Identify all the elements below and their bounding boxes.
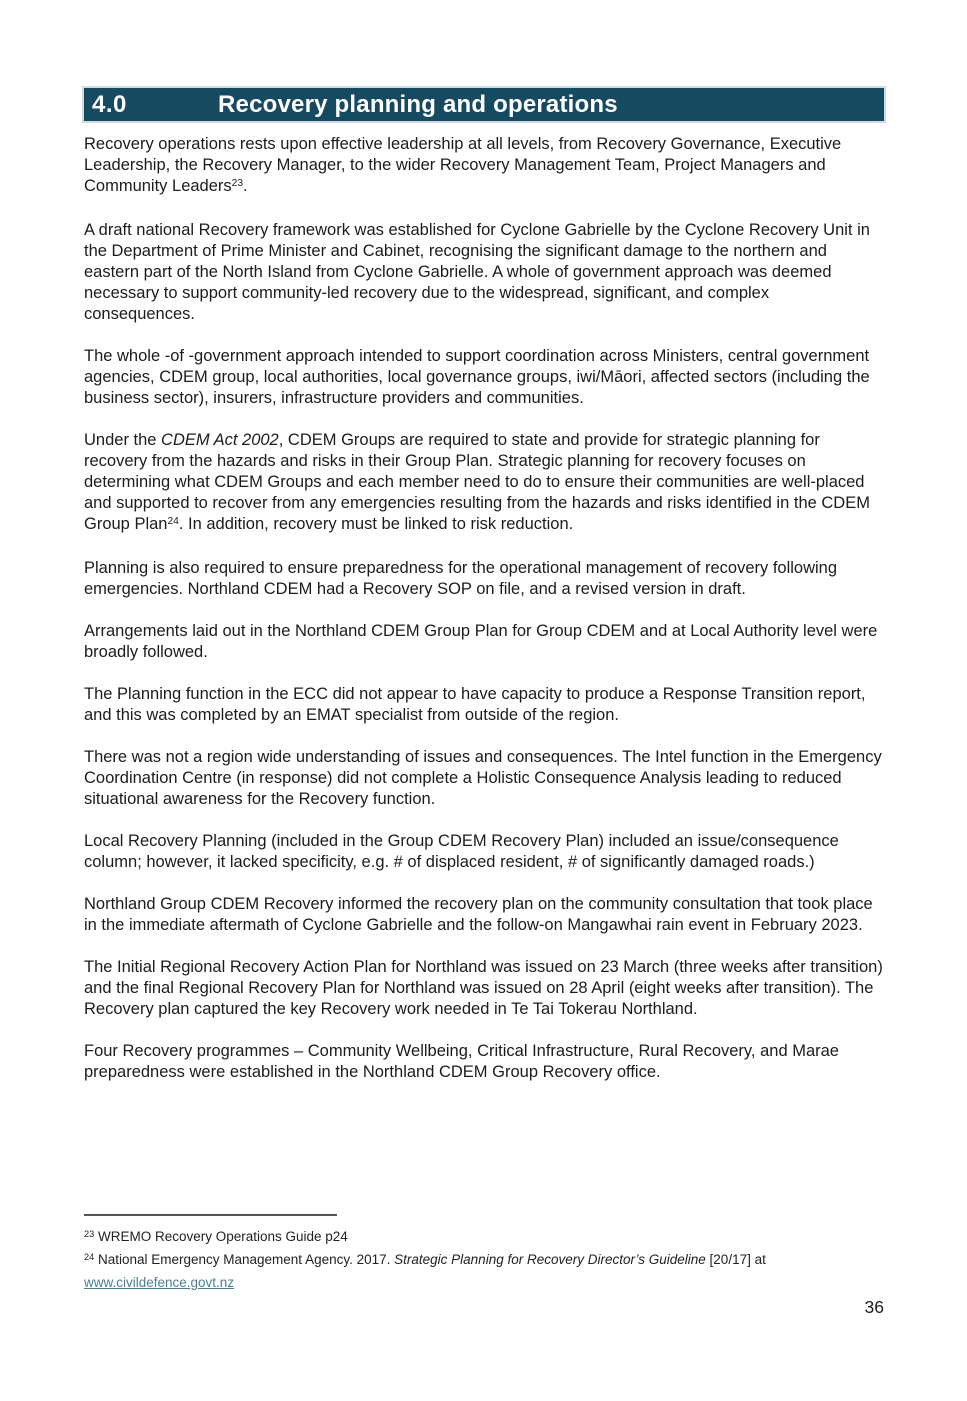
- paragraph: [84, 894, 884, 936]
- text-run: There was not a region wide understanding of issues and consequences. The Intel function in the Emergency Coordination Centre (in response) did not complete a Holistic Consequence Analysis leading to reduced situational awareness for the Recovery function.: [84, 748, 882, 808]
- document-body: [84, 134, 884, 1083]
- footnote-ref: 23: [84, 1228, 95, 1239]
- footnote: [84, 1226, 884, 1249]
- footnote-separator: [84, 1214, 337, 1216]
- text-run: .: [243, 177, 248, 195]
- paragraph: [84, 134, 884, 199]
- paragraph: [84, 1041, 884, 1083]
- text-run: The whole -of -government approach intended to support coordination across Ministers, central government agencies, CDEM group, local authorities, local governance groups, iwi/Māori, affected sectors (including the business sector), insurers, infrastructure providers and communities.: [84, 347, 870, 407]
- paragraph: [84, 621, 884, 663]
- paragraph: [84, 957, 884, 1020]
- paragraph: [84, 747, 884, 810]
- footnote-ref: 24: [84, 1251, 95, 1262]
- footnote-ref: 23: [231, 178, 244, 190]
- section-title: Recovery planning and operations: [218, 90, 618, 118]
- paragraph: [84, 831, 884, 873]
- paragraph: [84, 346, 884, 409]
- section-header: [84, 88, 884, 121]
- text-run: , CDEM Groups are required to state and provide for strategic planning for recovery from the hazards and risks in their Group Plan. Strategic planning for recovery focuses on determining what CDEM Groups and each member need to do to ensure their communities are well-placed and supported to recover from any emergencies resulting from the hazards and risks identified in the CDEM Group Plan: [84, 431, 870, 533]
- text-run: Planning is also required to ensure preparedness for the operational management of recovery following emergencies. Northland CDEM had a Recovery SOP on file, and a revised version in draft.: [84, 559, 838, 598]
- footnotes-list: [84, 1226, 884, 1293]
- text-run: The Initial Regional Recovery Action Plan for Northland was issued on 23 March (three weeks after transition) and the final Regional Recovery Plan for Northland was issued on 28 April (eight weeks after transition). The Recovery plan captured the key Recovery work needed in Te Tai Tokerau Northland.: [84, 958, 883, 1018]
- footnote-ref: 24: [167, 516, 179, 528]
- text-run: National Emergency Management Agency. 2017.: [94, 1252, 395, 1267]
- paragraph: [84, 558, 884, 600]
- paragraph: [84, 220, 884, 325]
- paragraph: [84, 684, 884, 726]
- paragraph: [84, 430, 884, 537]
- text-run: Recovery operations rests upon effective leadership at all levels, from Recovery Governance, Executive Leadership, the Recovery Manager, to the wider Recovery Management Team, Project Managers and Community Leaders: [84, 135, 842, 195]
- text-run: Local Recovery Planning (included in the Group CDEM Recovery Plan) included an issue/consequence column; however, it lacked specificity, e.g. # of displaced resident, # of significantly damaged roads.): [84, 832, 839, 871]
- text-run: [20/17] at: [705, 1252, 766, 1267]
- italic-text: CDEM Act 2002: [161, 431, 279, 449]
- text-run: A draft national Recovery framework was established for Cyclone Gabrielle by the Cyclone Recovery Unit in the Department of Prime Minister and Cabinet, recognising the significant damage to the northern and eastern part of the North Island from Cyclone Gabrielle. A whole of government approach was deemed necessary to support community-led recovery due to the widespread, significant, and complex consequences.: [84, 221, 870, 323]
- page-number: 36: [864, 1297, 884, 1317]
- text-run: . In addition, recovery must be linked to risk reduction.: [178, 515, 574, 533]
- text-run: Northland Group CDEM Recovery informed the recovery plan on the community consultation that took place in the immediate aftermath of Cyclone Gabrielle and the follow-on Mangawhai rain event in February 2023.: [84, 895, 873, 934]
- text-run: Arrangements laid out in the Northland CDEM Group Plan for Group CDEM and at Local Authority level were broadly followed.: [84, 622, 878, 661]
- content-area: [84, 88, 884, 1104]
- text-run: The Planning function in the ECC did not appear to have capacity to produce a Response Transition report, and this was completed by an EMAT specialist from outside of the region.: [84, 685, 866, 724]
- civildefence-link[interactable]: www.civildefence.govt.nz: [84, 1275, 235, 1290]
- italic-text: Strategic Planning for Recovery Director’s Guideline: [394, 1252, 706, 1267]
- text-run: WREMO Recovery Operations Guide p24: [94, 1229, 348, 1244]
- section-number: 4.0: [92, 90, 127, 118]
- footnote: [84, 1249, 884, 1293]
- footnotes-section: [84, 1214, 884, 1293]
- text-run: Under the: [84, 431, 162, 449]
- text-run: Four Recovery programmes – Community Wellbeing, Critical Infrastructure, Rural Recovery, and Marae preparedness were established in the Northland CDEM Group Recovery office.: [84, 1042, 839, 1081]
